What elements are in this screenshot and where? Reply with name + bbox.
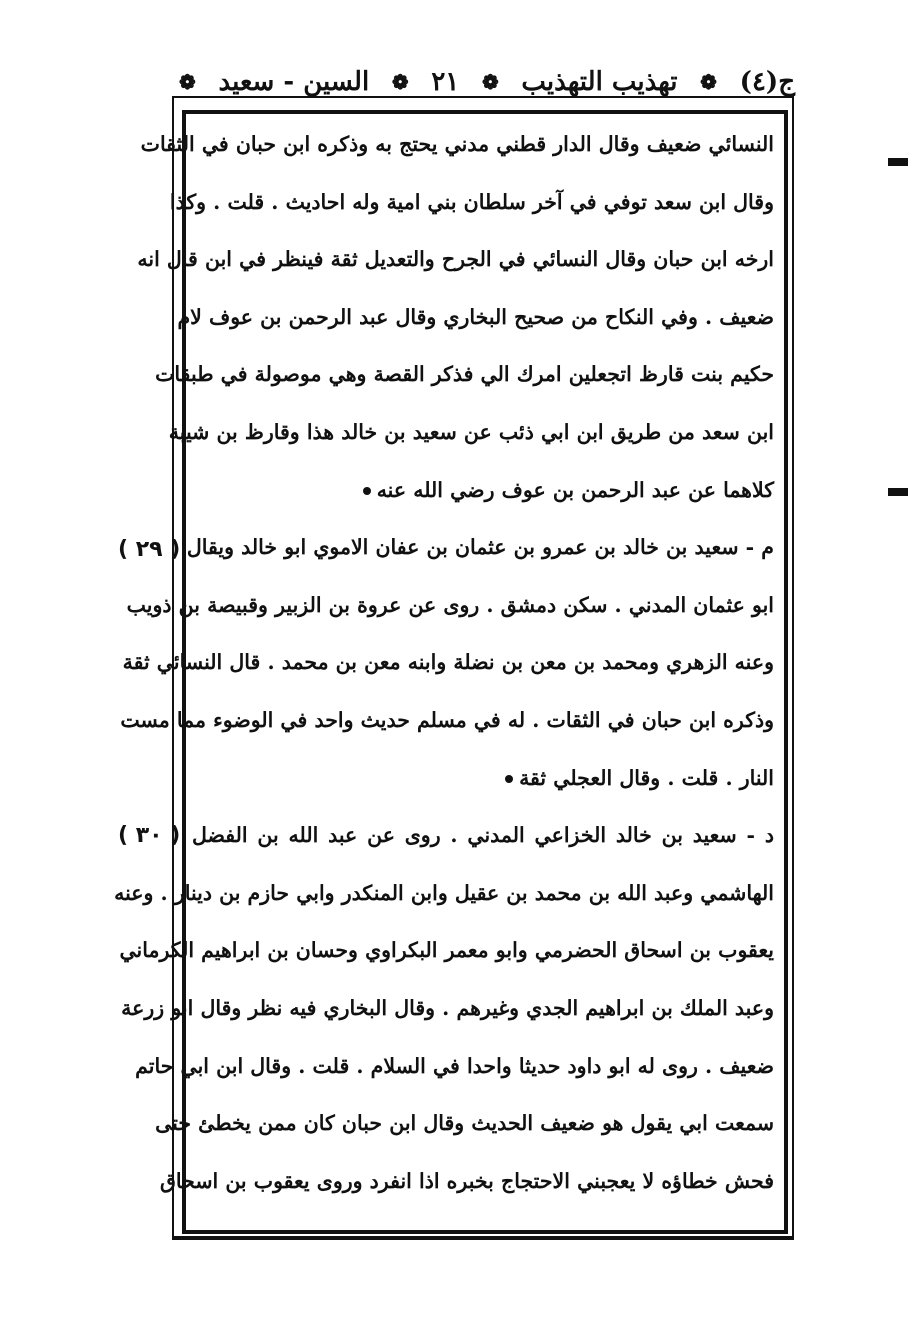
ornament-icon: ❁ — [179, 70, 196, 94]
entry-30-first-line: د - سعيد بن خالد الخزاعي المدني . روى عن عبد الله بن الفضل — [192, 823, 774, 848]
text-line: حكيم بنت قارظ اتجعلين امرك الي فذكر القصة وهي موصولة في طبقات — [155, 362, 774, 387]
entry-29-first-line: م - سعيد بن خالد بن عمرو بن عثمان بن عفان الاموي ابو خالد ويقال — [186, 535, 774, 560]
ornament-icon: ❁ — [700, 70, 717, 94]
text-line: فحش خطاؤه لا يعجبني الاحتجاج بخبره اذا انفرد وروى يعقوب بن اسحاق — [159, 1168, 774, 1193]
text-line: النسائي ضعيف وقال الدار قطني مدني يحتج به وذكره ابن حبان في الثقات — [140, 132, 774, 156]
end-dot-icon — [363, 487, 371, 495]
entry-number-29: ( ٢٩ ) — [118, 537, 181, 562]
text-line: يعقوب بن اسحاق الحضرمي وابو معمر البكراوي وحسان بن ابراهيم الكرماني — [119, 938, 774, 963]
text-line: ابو عثمان المدني . سكن دمشق . روى عن عروة بن الزبير وقبيصة بن ذويب — [126, 592, 774, 617]
end-dot-icon — [505, 775, 513, 783]
bottom-rule — [172, 1236, 794, 1239]
margin-mark — [888, 158, 908, 166]
text-line: ابن سعد من طريق ابن ابي ذئب عن سعيد بن خالد هذا وقارظ بن شيبة — [168, 419, 774, 444]
ornament-icon: ❁ — [391, 70, 409, 94]
text-line: وذكره ابن حبان في الثقات . له في مسلم حديث واحد في الوضوء مما مست — [120, 707, 774, 732]
volume-label: ج(٤) — [739, 67, 795, 97]
section-title: السين - سعيد — [218, 67, 370, 97]
text-line: الهاشمي وعبد الله بن محمد بن عقيل وابن المنكدر وابي حازم بن دينار . وعنه — [114, 880, 774, 905]
text-line: وعنه الزهري ومحمد بن معن بن نضلة وابنه معن بن محمد . قال النسائي ثقة — [122, 650, 774, 675]
text-line: سمعت ابي يقول هو ضعيف الحديث وقال ابن حبان كان ممن يخطئ حتى — [155, 1111, 774, 1136]
text-line-content: النار . قلت . وقال العجلي ثقة — [519, 765, 774, 790]
entry-number-30: ( ٣٠ ) — [118, 823, 181, 848]
text-line: ضعيف . روى له ابو داود حديثا واحدا في السلام . قلت . وقال ابن ابي حاتم — [135, 1053, 774, 1078]
text-line-content: كلاهما عن عبد الرحمن بن عوف رضي الله عنه — [376, 477, 774, 502]
text-line: ارخه ابن حبان وقال النسائي في الجرح والتعديل ثقة فينظر في ابن قال انه — [137, 247, 774, 272]
text-line — [192, 750, 774, 808]
text-line: ضعيف . وفي النكاح من صحيح البخاري وقال عبد الرحمن بن عوف لام — [177, 304, 774, 329]
margin-mark — [888, 488, 908, 496]
text-line — [192, 462, 774, 520]
text-line: وعبد الملك بن ابراهيم الجدي وغيرهم . وقال البخاري فيه نظر وقال ابو زرعة — [121, 995, 774, 1020]
text-line: وقال ابن سعد توفي في آخر سلطان بني امية وله احاديث . قلت . وكذا — [169, 189, 774, 214]
page-number: ٢١ — [431, 67, 460, 97]
book-title: تهذيب التهذيب — [521, 67, 678, 97]
ornament-icon: ❁ — [481, 70, 499, 94]
